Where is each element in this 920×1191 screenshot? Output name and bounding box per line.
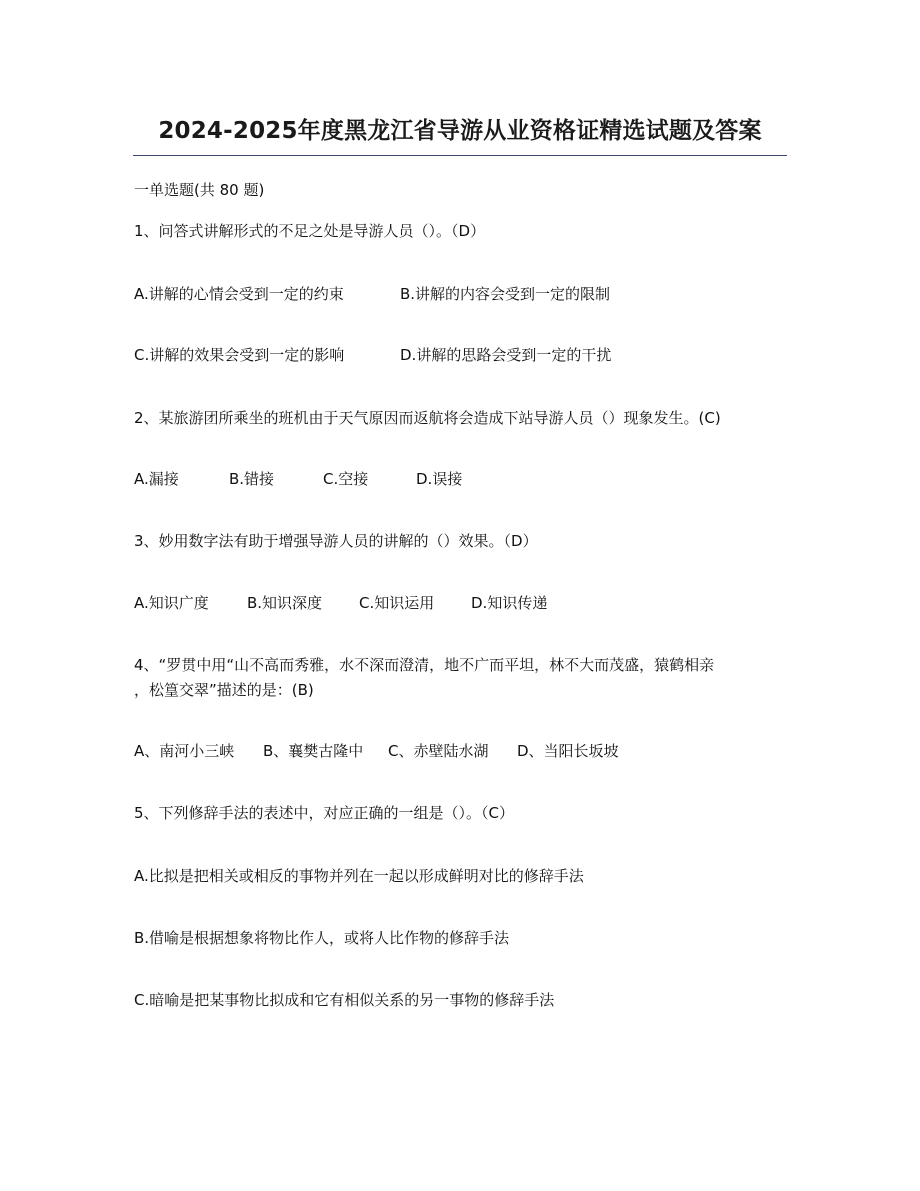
document-title: 2024-2025年度黑龙江省导游从业资格证精选试题及答案: [158, 118, 762, 144]
q2-option-c: C.空接: [323, 470, 369, 488]
q2-option-b: B.错接: [229, 470, 275, 488]
question-3-options: [134, 593, 547, 613]
q5-option-b: B.借喻是根据想象将物比作人，或将人比作物的修辞手法: [134, 929, 510, 947]
q3-option-d: D.知识传递: [471, 594, 548, 612]
q3-option-a: A.知识广度: [134, 594, 209, 612]
question-3: 3、妙用数字法有助于增强导游人员的讲解的（）效果。（D）: [134, 532, 538, 550]
q4-option-c: C、赤壁陆水湖: [388, 742, 489, 760]
q1-option-a: A.讲解的心情会受到一定的约束: [134, 285, 344, 303]
q2-option-a: A.漏接: [134, 470, 179, 488]
question-4-options: [134, 741, 619, 761]
q3-option-b: B.知识深度: [247, 594, 323, 612]
question-1-options-row-2: [134, 345, 611, 365]
question-4-line-1: 4、“罗贯中用“山不高而秀雅，水不深而澄清，地不广而平坦，林不大而茂盛，猿鹤相亲: [134, 656, 715, 674]
question-1: 1、问答式讲解形式的不足之处是导游人员（）。（D）: [134, 222, 486, 240]
q1-option-b: B.讲解的内容会受到一定的限制: [400, 285, 611, 303]
q4-option-b: B、襄樊古隆中: [263, 742, 364, 760]
question-1-options-row-1: [134, 284, 610, 304]
q3-option-c: C.知识运用: [359, 594, 435, 612]
q1-option-c: C.讲解的效果会受到一定的影响: [134, 346, 345, 364]
section-heading: 一单选题(共 80 题): [134, 181, 265, 199]
q4-option-d: D、当阳长坂坡: [517, 742, 619, 760]
title-underline: [133, 155, 787, 156]
q5-option-a: A.比拟是把相关或相反的事物并列在一起以形成鲜明对比的修辞手法: [134, 867, 584, 885]
q4-option-a: A、南河小三峡: [134, 742, 235, 760]
q5-option-c: C.暗喻是把某事物比拟成和它有相似关系的另一事物的修辞手法: [134, 991, 555, 1009]
question-2: 2、某旅游团所乘坐的班机由于天气原因而返航将会造成下站导游人员（）现象发生。(C): [134, 409, 721, 427]
question-4-line-2: ，松篁交翠”描述的是：(B): [134, 681, 314, 699]
question-5: 5、下列修辞手法的表述中，对应正确的一组是（）。（C）: [134, 804, 515, 822]
q2-option-d: D.误接: [416, 470, 463, 488]
question-2-options: [134, 469, 462, 489]
q1-option-d: D.讲解的思路会受到一定的干扰: [400, 346, 612, 364]
